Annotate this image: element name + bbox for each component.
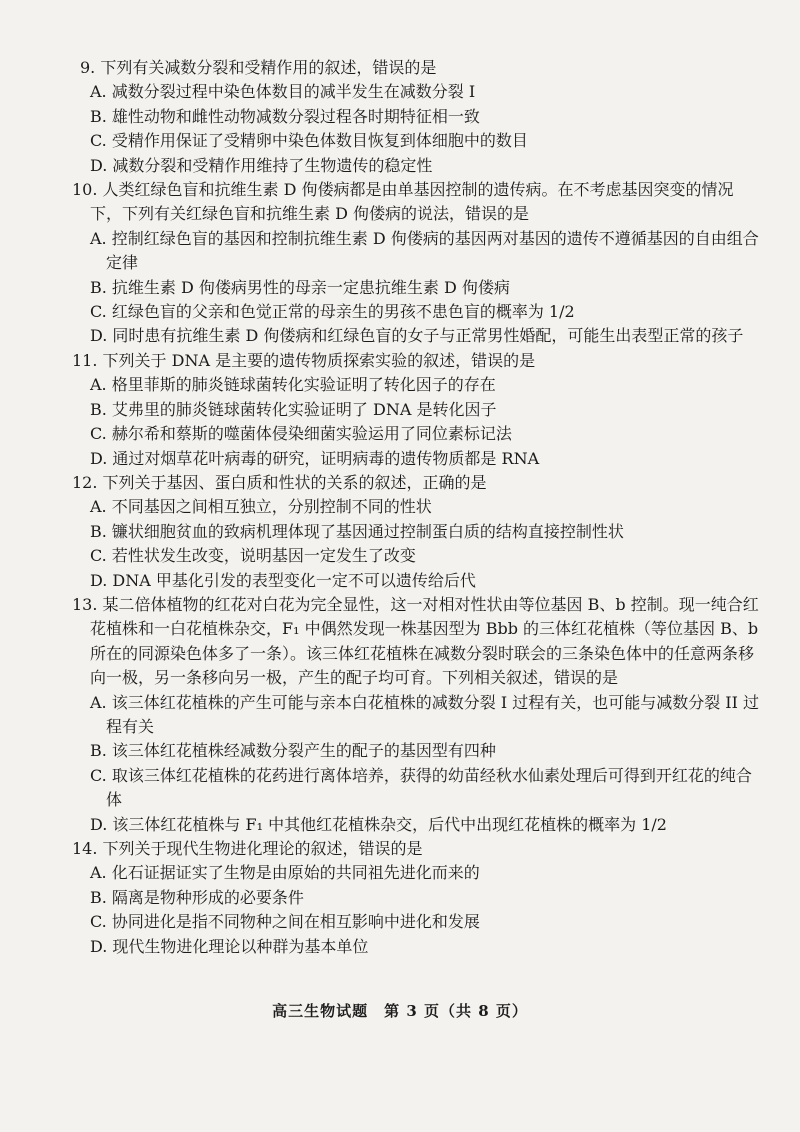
option-d: D. DNA 甲基化引发的表型变化一定不可以遗传给后代	[90, 570, 476, 590]
question-10	[72, 178, 762, 349]
question-list	[72, 56, 762, 959]
option-b: B. 镰状细胞贫血的致病机理体现了基因通过控制蛋白质的结构直接控制性状	[90, 521, 624, 541]
option-b: B. 雄性动物和雌性动物减数分裂过程各时期特征相一致	[90, 106, 480, 126]
option-c: C. 赫尔希和蔡斯的噬菌体侵染细菌实验运用了同位素标记法	[90, 424, 512, 444]
option-a: A. 格里菲斯的肺炎链球菌转化实验证明了转化因子的存在	[90, 375, 496, 395]
question-14	[72, 837, 762, 959]
option-b: B. 隔离是物种形成的必要条件	[90, 887, 304, 907]
option-d: D. 减数分裂和受精作用维持了生物遗传的稳定性	[90, 155, 433, 175]
option-c: C. 若性状发生改变，说明基因一定发生了改变	[90, 546, 416, 566]
question-12	[72, 471, 762, 593]
option-d: D. 该三体红花植株与 F₁ 中其他红花植株杂交，后代中出现红花植株的概率为 1/2	[90, 814, 667, 834]
option-d: D. 同时患有抗维生素 D 佝偻病和红绿色盲的女子与正常男性婚配，可能生出表型正常的孩子	[90, 326, 744, 346]
question-stem: 12. 下列关于基因、蛋白质和性状的关系的叙述，正确的是	[72, 472, 487, 492]
option-c: C. 取该三体红花植株的花药进行离体培养，获得的幼苗经秋水仙素处理后可得到开红花的纯合体	[90, 765, 752, 810]
option-b: B. 抗维生素 D 佝偻病男性的母亲一定患抗维生素 D 佝偻病	[90, 277, 510, 297]
question-stem: 11. 下列关于 DNA 是主要的遗传物质探索实验的叙述，错误的是	[72, 350, 536, 370]
option-c: C. 协同进化是指不同物种之间在相互影响中进化和发展	[90, 912, 480, 932]
question-stem: 9. 下列有关减数分裂和受精作用的叙述，错误的是	[80, 58, 437, 77]
question-stem: 13. 某二倍体植物的红花对白花为完全显性，这一对相对性状由等位基因 B、b 控制。现一纯合红花植株和一白花植株杂交，F₁ 中偶然发现一株基因型为 Bbb 的三体红花植株（等位基因 B、b 所在的同源染色体多了一条）。该三体红花植株在减数分裂时联会的三条染色体中的任意两条移向一极，另一条移向另一极，产生的配子均可育。下列相关叙述，错误的是	[72, 594, 759, 688]
option-b: B. 艾弗里的肺炎链球菌转化实验证明了 DNA 是转化因子	[90, 399, 497, 419]
option-a: A. 减数分裂过程中染色体数目的减半发生在减数分裂 I	[90, 82, 476, 102]
option-a: A. 该三体红花植株的产生可能与亲本白花植株的减数分裂 I 过程有关，也可能与减数分裂 II 过程有关	[90, 692, 760, 736]
option-a: A. 不同基因之间相互独立，分别控制不同的性状	[90, 497, 432, 517]
option-b: B. 该三体红花植株经减数分裂产生的配子的基因型有四种	[90, 741, 496, 761]
question-stem: 10. 人类红绿色盲和抗维生素 D 佝偻病都是由单基因控制的遗传病。在不考虑基因突变的情况下，下列有关红绿色盲和抗维生素 D 佝偻病的说法，错误的是	[72, 180, 734, 224]
option-a: A. 化石证据证实了生物是由原始的共同祖先进化而来的	[90, 863, 480, 883]
option-c: C. 红绿色盲的父亲和色觉正常的母亲生的男孩不患色盲的概率为 1/2	[90, 302, 575, 322]
option-d: D. 通过对烟草花叶病毒的研究，证明病毒的遗传物质都是 RNA	[90, 448, 540, 468]
option-c: C. 受精作用保证了受精卵中染色体数目恢复到体细胞中的数目	[90, 131, 528, 151]
option-d: D. 现代生物进化理论以种群为基本单位	[90, 936, 369, 956]
question-11	[72, 349, 762, 471]
question-9	[72, 56, 762, 178]
question-stem: 14. 下列关于现代生物进化理论的叙述，错误的是	[72, 839, 423, 858]
option-a: A. 控制红绿色盲的基因和控制抗维生素 D 佝偻病的基因两对基因的遗传不遵循基因的自由组合定律	[90, 228, 759, 273]
question-13	[72, 593, 762, 837]
page-footer: 高三生物试题 第 3 页（共 8 页）	[272, 1002, 528, 1020]
